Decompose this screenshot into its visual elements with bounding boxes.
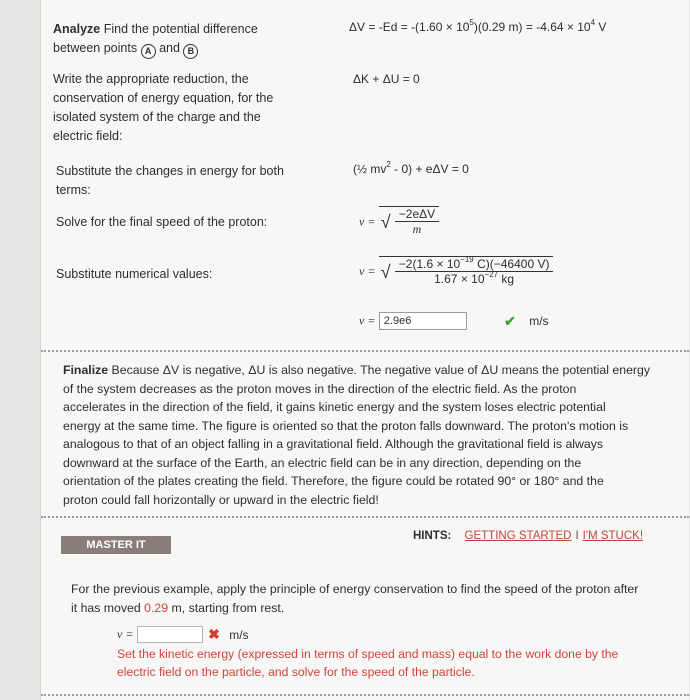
feedback-line-2: electric field on the particle, and solve for the speed of the particle. — [117, 665, 475, 679]
numeric-step-label: Substitute numerical values: — [56, 267, 213, 281]
master-it-button[interactable]: MASTER IT — [61, 536, 171, 554]
reduction-line-3: isolated system of the charge and the — [53, 110, 261, 124]
master-divider — [41, 516, 689, 518]
eq-part-3: V — [595, 20, 607, 34]
finalize-line-5: analogous to that of an object falling in a gravitational field. Although the gravitational field is always — [63, 437, 604, 451]
num-exp: −19 — [460, 255, 474, 264]
point-b-badge: B — [183, 44, 198, 59]
speed-answer-input[interactable]: 2.9e6 — [379, 312, 467, 330]
den-a: 1.67 × 10 — [434, 272, 485, 286]
hints-bar — [413, 530, 643, 542]
energy-eq-a: (½ mv — [353, 162, 387, 176]
feedback-line-1: Set the kinetic energy (expressed in terms of speed and mass) equal to the work done by the — [117, 647, 619, 661]
practice-unit: m/s — [229, 627, 249, 642]
bottom-divider — [41, 694, 689, 696]
substitute-line-1: Substitute the changes in energy for both — [56, 164, 284, 178]
question-line-1: For the previous example, apply the principle of energy conservation to find the speed of the proton after — [71, 582, 639, 596]
answer-unit: m/s — [529, 314, 549, 328]
im-stuck-link[interactable]: I'M STUCK! — [582, 530, 644, 542]
practice-input-label: v = — [117, 627, 134, 641]
radical-sign-icon: √ — [380, 212, 391, 232]
speed-fraction — [395, 207, 439, 237]
energy-substitution-equation — [353, 162, 469, 176]
hints-label: HINTS: — [413, 530, 452, 542]
answer-row — [359, 312, 549, 330]
analyze-line-1: Find the potential difference — [103, 22, 258, 36]
num-a: −2(1.6 × 10 — [398, 257, 461, 271]
question-line-2-b: m, starting from rest. — [168, 601, 285, 615]
finalize-heading: Finalize — [63, 363, 109, 377]
reduction-line-1: Write the appropriate reduction, the — [53, 72, 249, 86]
den-b: kg — [498, 272, 515, 286]
answer-label: v = — [359, 313, 376, 328]
finalize-line-7: orientation of the plates creating the field. Therefore, the figure could be rotated 90° or 180° and the — [63, 474, 604, 488]
num-b: C)(−46400 V) — [473, 257, 550, 271]
numeric-sqrt — [379, 256, 554, 286]
eq-part-2: )(0.29 m) = -4.64 × 10 — [473, 20, 591, 34]
reduction-step-label — [53, 70, 343, 146]
reduction-line-4: electric field: — [53, 129, 123, 143]
finalize-line-6: downward at the surface of the Earth, an electric field can be in any direction, depending on the — [63, 455, 582, 470]
practice-speed-input[interactable] — [137, 626, 203, 643]
solve-step-label: Solve for the final speed of the proton: — [56, 215, 268, 229]
speed-lhs: v = — [359, 214, 376, 229]
energy-eq-exp: 2 — [386, 160, 391, 169]
practice-answer-row — [117, 626, 249, 643]
speed-denominator: m — [412, 222, 422, 236]
reduction-line-2: conservation of energy equation, for the — [53, 91, 274, 105]
energy-eq-b: - 0) + eΔV = 0 — [390, 162, 469, 176]
potential-difference-equation — [349, 20, 606, 34]
eq-part-1: ΔV = -Ed = -(1.60 × 10 — [349, 20, 470, 34]
question-line-2-a: it has moved — [71, 601, 145, 615]
numeric-lhs: v = — [359, 264, 376, 278]
x-icon: ✖ — [208, 626, 220, 642]
analyze-and: and — [159, 41, 180, 55]
analyze-line-2: between points — [53, 41, 138, 55]
numeric-denominator — [395, 272, 554, 286]
speed-numerator: −2eΔV — [395, 207, 439, 222]
analyze-heading: Analyze — [53, 22, 101, 36]
numeric-numerator — [395, 257, 554, 272]
substitute-line-2: terms: — [56, 183, 91, 197]
practice-feedback — [117, 645, 618, 681]
content-page — [40, 0, 689, 700]
getting-started-link[interactable]: GETTING STARTED — [464, 530, 572, 542]
eq-exp-2: 4 — [590, 18, 596, 27]
analyze-text — [53, 20, 343, 59]
substitute-energy-label — [56, 162, 346, 200]
sqrt-symbol — [379, 206, 439, 237]
finalize-line-4: energy at the same time. The figure is oriented so that the proton falls downward. The proton's motion is — [63, 418, 629, 433]
numeric-formula — [359, 256, 553, 286]
question-distance: 0.29 — [144, 601, 169, 615]
finalize-line-1: Because ΔV is negative, ΔU is also negative. The negative value of ΔU means the potential energy — [111, 363, 650, 377]
finalize-paragraph — [63, 361, 683, 509]
practice-question — [71, 580, 681, 618]
den-exp: −27 — [484, 270, 499, 279]
hints-separator: I — [575, 530, 579, 542]
finalize-line-2: of the system decreases as the proton moves in the direction of the electric field. As the proton — [63, 381, 577, 396]
speed-formula — [359, 206, 439, 237]
section-divider — [41, 350, 689, 352]
check-icon: ✔ — [504, 312, 516, 329]
numeric-fraction — [395, 257, 554, 286]
conservation-equation: ΔK + ΔU = 0 — [353, 72, 420, 86]
point-a-badge: A — [141, 44, 156, 59]
eq-exp-1: 5 — [469, 18, 474, 27]
radical-sign-icon: √ — [380, 262, 391, 282]
finalize-line-8: proton could fall horizontally or upward in the electric field! — [63, 492, 379, 507]
finalize-line-3: accelerates in the direction of the field, it gains kinetic energy and the system loses electric potential — [63, 400, 606, 414]
